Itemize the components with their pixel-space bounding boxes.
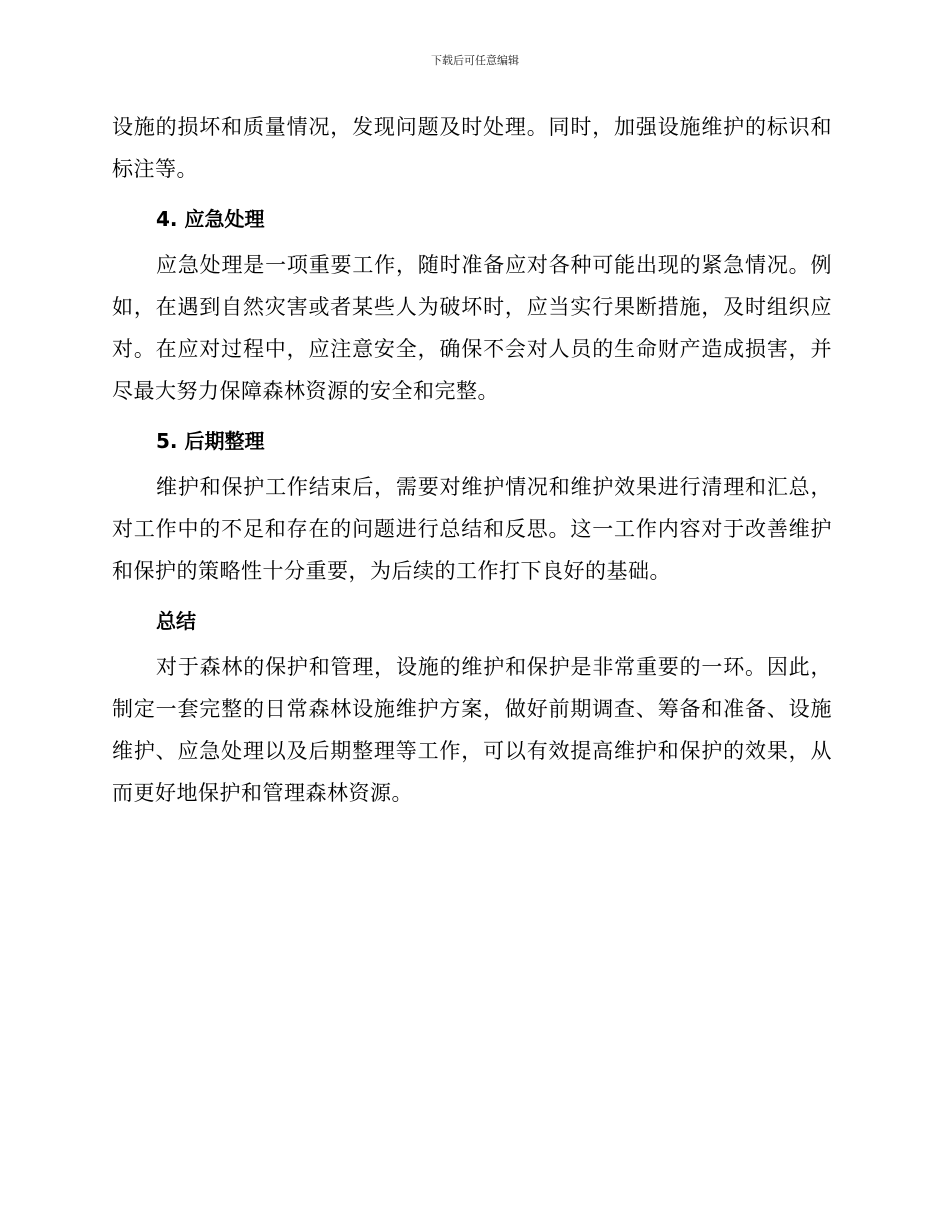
section-heading-summary: 总结 bbox=[156, 609, 196, 633]
section-body-emergency: 应急处理是一项重要工作，随时准备应对各种可能出现的紧急情况。例如，在遇到自然灾害或者某些人为破坏时，应当实行果断措施，及时组织应对。在应对过程中，应注意安全，确保不会对人员的生命财产造成损害，并尽最大努力保障森林资源的安全和完整。 bbox=[112, 253, 832, 403]
section-heading-emergency: 4. 应急处理 bbox=[156, 207, 265, 231]
section-body-followup: 维护和保护工作结束后，需要对维护情况和维护效果进行清理和汇总，对工作中的不足和存在的问题进行总结和反思。这一工作内容对于改善维护和保护的策略性十分重要，为后续的工作打下良好的基础。 bbox=[112, 475, 832, 583]
section-heading-followup: 5. 后期整理 bbox=[156, 429, 265, 453]
document-body bbox=[112, 106, 832, 814]
section-body-summary: 对于森林的保护和管理，设施的维护和保护是非常重要的一环。因此，制定一套完整的日常森林设施维护方案，做好前期调查、筹备和准备、设施维护、应急处理以及后期整理等工作，可以有效提高维护和保护的效果，从而更好地保护和管理森林资源。 bbox=[112, 655, 832, 805]
continuation-paragraph: 设施的损坏和质量情况，发现问题及时处理。同时，加强设施维护的标识和标注等。 bbox=[112, 115, 832, 181]
page-header: 下载后可任意编辑 bbox=[431, 54, 519, 67]
